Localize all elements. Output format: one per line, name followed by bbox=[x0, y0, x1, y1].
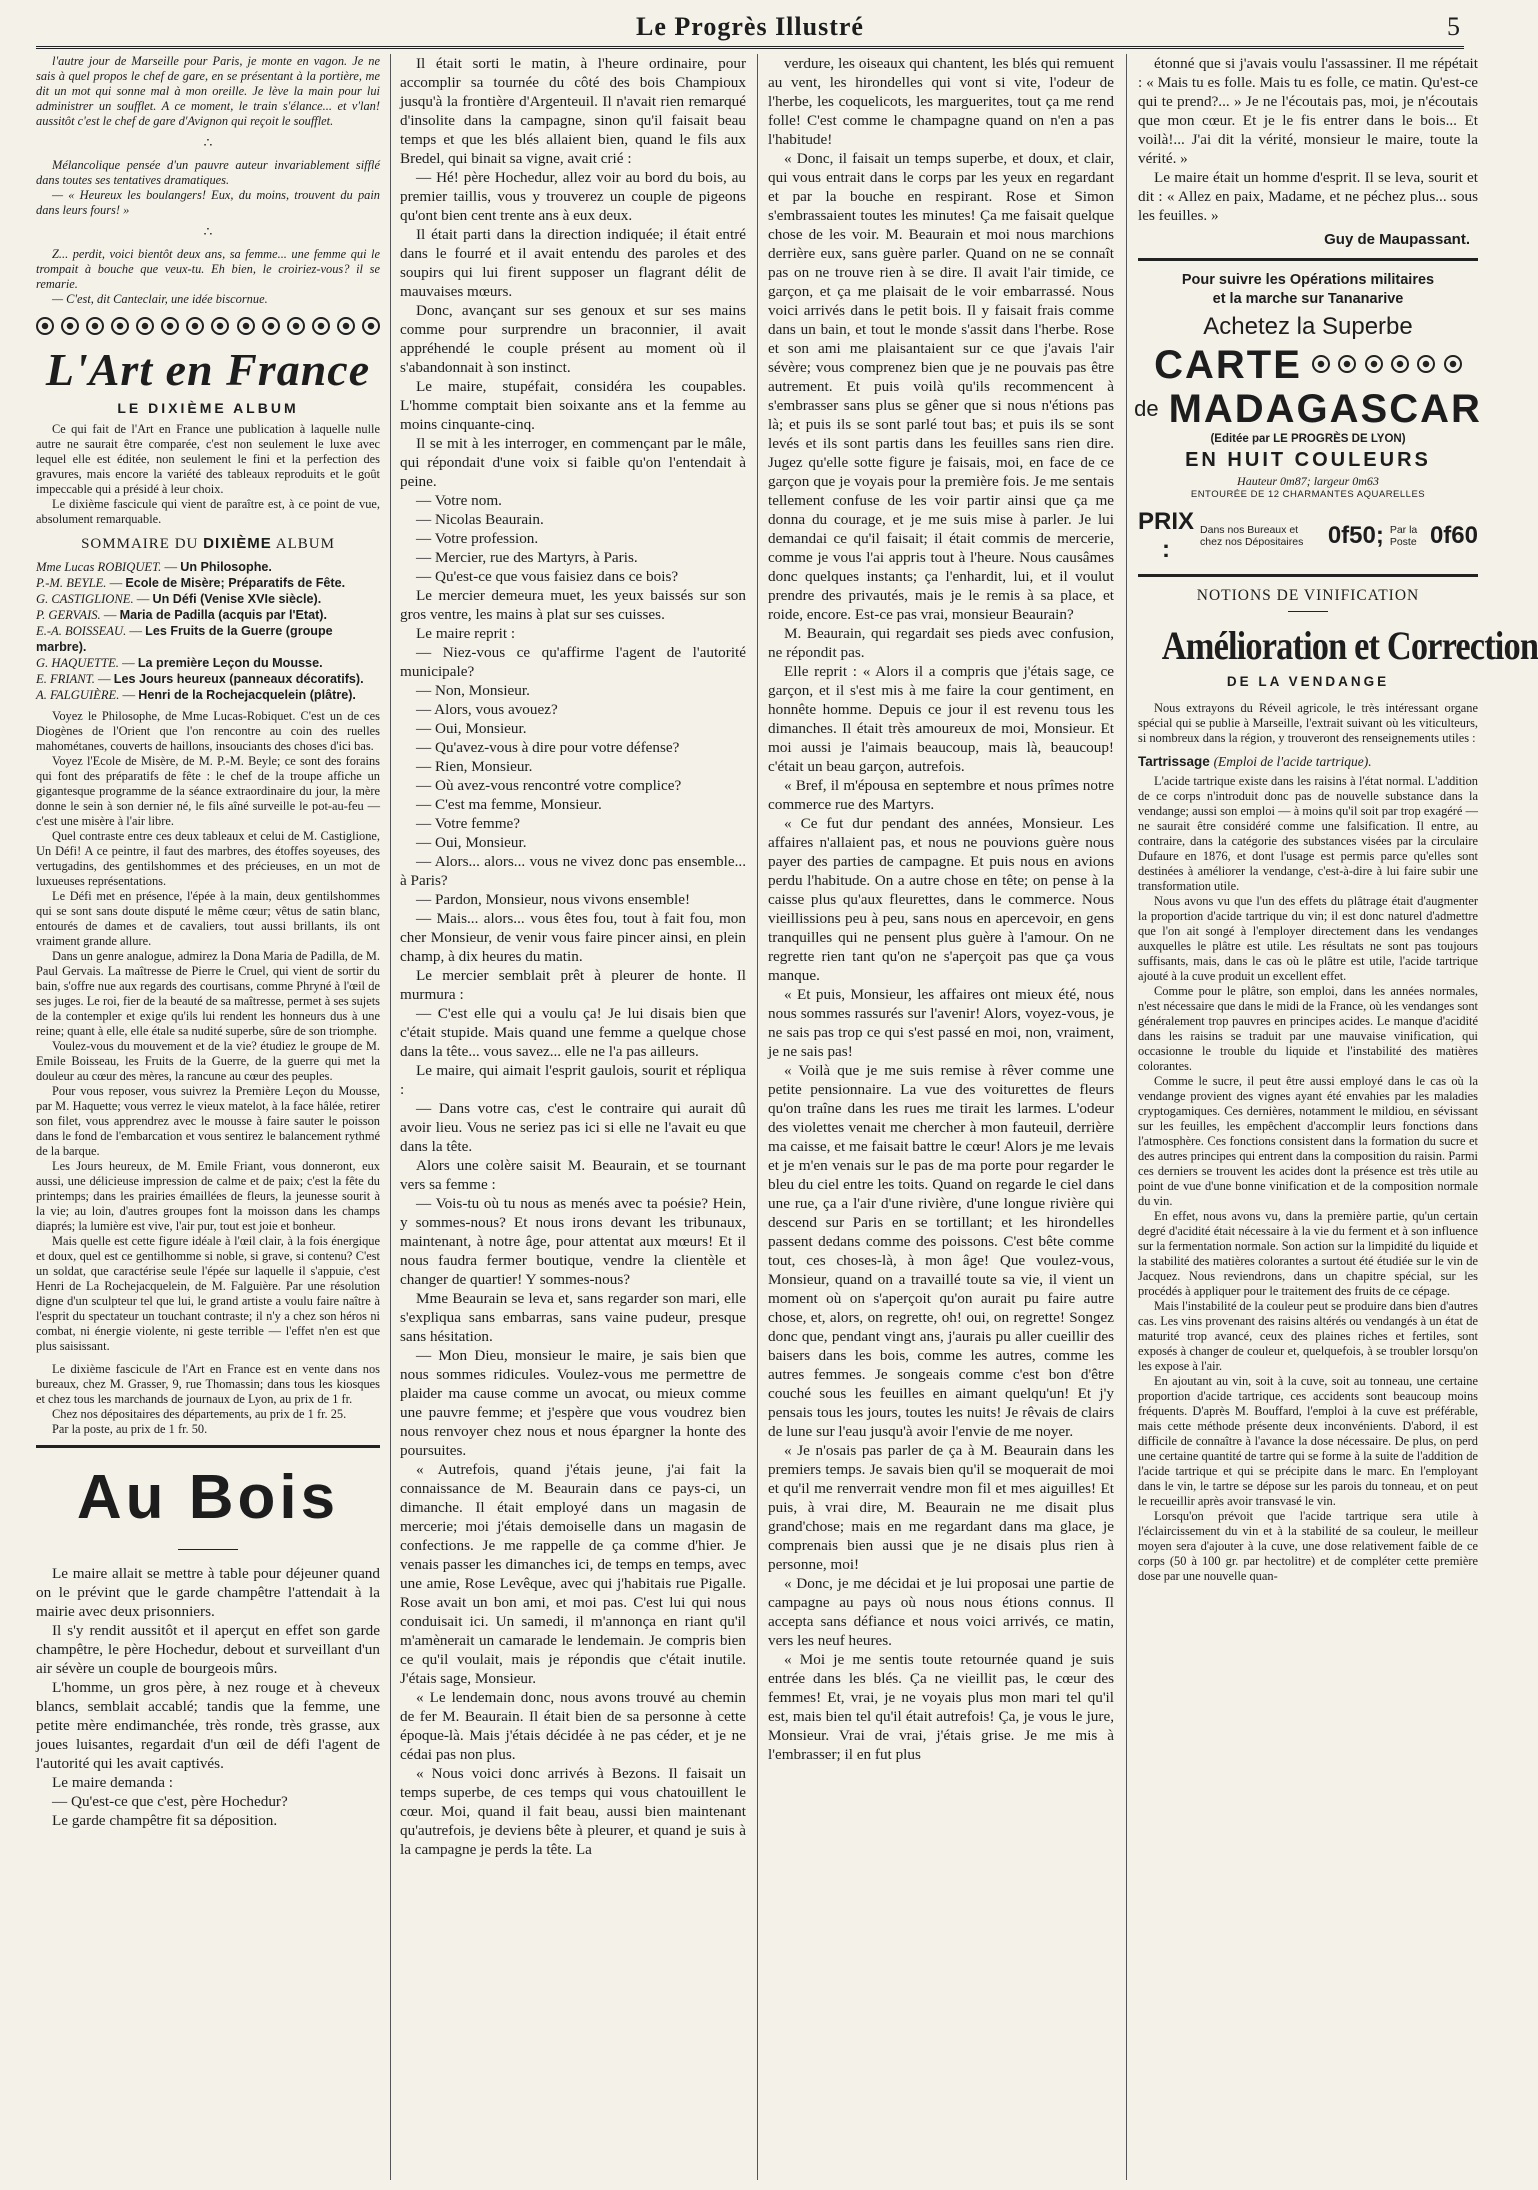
story-paragraph: Alors une colère saisit M. Beaurain, et se tournant vers sa femme : bbox=[400, 1157, 746, 1193]
art-paragraph: Le dixième fascicule qui vient de paraître est, à ce point de vue, absolument remarquable. bbox=[36, 497, 380, 526]
story-paragraph: « Donc, je me décidai et je lui proposai une partie de campagne au pays où nous nous étions connus. Il accepta sans défiance et nous voici arrivés, ce matin, vers les neuf heures. bbox=[768, 1575, 1114, 1649]
page-header bbox=[36, 6, 1464, 49]
story-paragraph: — C'est elle qui a voulu ça! Je lui disais bien que c'était stupide. Mais quand une femme a quelque chose dans la tête... vous savez... elle ne l'a pas ailleurs. bbox=[400, 1005, 746, 1060]
article-title: Amélioration et Correction bbox=[1161, 623, 1538, 668]
story-paragraph: — Niez-vous ce qu'affirme l'agent de l'autorité municipale? bbox=[400, 644, 746, 680]
story-paragraph: Le maire, qui aimait l'esprit gaulois, sourit et répliqua : bbox=[400, 1062, 746, 1098]
story-paragraph: Il était sorti le matin, à l'heure ordinaire, pour accomplir sa tournée du côté des bois Champioux jusqu'à la frontière d'Argenteuil. Il n'avait rien remarqué d'insolite dans la campagne, sinon qu'il faisait beau temps et que les blés allaient bien, quand le fils aux Bredel, qui binait sa vigne, avait crié : bbox=[400, 55, 746, 167]
story-paragraph: « Ce fut dur pendant des années, Monsieur. Les affaires n'allaient pas, et nous ne pouvions guère nous payer des parties de campagne. Et puis nous en avions perdu l'habitude. On a autre chose en tête; on pense à la caisse plus qu'aux fleurettes, dans le commerce. Nous vieillissions peu à peu, sans nous en apercevoir, en gens tranquilles qui ne pensent plus guère à l'amour. On ne regrette rien tant qu'on ne s'aperçoit pas que ça vous manque. bbox=[768, 815, 1114, 984]
column-4 bbox=[1134, 54, 1538, 2180]
story-paragraph: « Autrefois, quand j'étais jeune, j'ai fait la connaissance de M. Beaurain dans ce pays-ci, un dimanche. Il était employé dans un magasin de mercerie; moi j'étais demoiselle dans un magasin de confections. Je me rappelle de ça comme d'hier. Je venais passer les dimanches ici, de temps en temps, avec une amie, Rose Levêque, avec qui j'habitais rue Pigalle. Rose avait un bon ami, et moi pas. C'est lui qui nous conduisait ici. Un samedi, il m'annonça en riant qu'il m'amènerait un camarade le lendemain. Je compris bien ce qu'il voulait, mais je répondis que c'était inutile. J'étais sage, Monsieur. bbox=[400, 1461, 746, 1687]
story-paragraph: En ajoutant au vin, soit à la cuve, soit au tonneau, une certaine proportion d'acide tartrique, ces accidents sont beaucoup moins fréquents. D'après M. Bouffard, l'emploi à la cuve est préférable, mais cette méthode présente deux inconvénients. D'abord, il est difficile de connaître à l'avance la dose nécessaire. De plus, on perd une certaine quantité de tartre qui se forme à la suite de l'addition de l'acide tartrique et qui se précipite dans le marc. En l'employant dans le vin, le tartre se dépose sur les parois du tonneau, et on peut le recueillir après avoir transvasé le vin. bbox=[1138, 1374, 1478, 1508]
story-paragraph: Nous avons vu que l'un des effets du plâtrage était d'augmenter la proportion d'acide tartrique du vin; il est donc naturel d'admettre que l'on ait songé à l'employer directement dans les vendanges auxquelles le plâtre est utile. Les résultats ne sont pas toujours suffisants, mais, dans le cas où le plâtre est utile, l'acide tartrique ajouté à la cuve produit un excellent effet. bbox=[1138, 894, 1478, 983]
story-paragraph: Le maire allait se mettre à table pour déjeuner quand on le prévint que le garde champêtre l'attendait à la mairie avec deux prisonniers. bbox=[36, 1565, 380, 1620]
story-paragraph: Mme Beaurain se leva et, sans regarder son mari, elle s'expliqua sans embarras, sans vaine pudeur, presque sans hésitation. bbox=[400, 1290, 746, 1345]
story-paragraph: — Oui, Monsieur. bbox=[416, 834, 527, 851]
story-paragraph: « Et puis, Monsieur, les affaires ont mieux été, nous nous sommes rassurés sur l'avenir! Alors, voyez-vous, je ne sais pas trop ce qui s'est passé en moi, non, vraiment, je ne sais pas! bbox=[768, 986, 1114, 1060]
story-paragraph: L'acide tartrique existe dans les raisins à l'état normal. L'addition de ce corps n'introduit donc pas de nouvelle substance dans la vendange; aussi son emploi — à moins qu'il soit par trop exagéré — ne saurait être considéré comme une falsification. Il entre, au contraire, dans la catégorie des substances visées par la circulaire Dufaure en 1876, et dont l'usage est permis parce qu'elles sont destinées à améliorer la vendange, c'est-à-dire à lui faire subir une transformation utile. bbox=[1138, 774, 1478, 893]
anecdote-text: l'autre jour de Marseille pour Paris, je monte en vagon. Je ne sais à quel propos le chef de gare, en se présentant à la portière, me dit un mot qui sonne mal à mon oreille. Je lève la main pour lui administrer un soufflet. A ce moment, le train s'élance... et v'lan! aussitôt c'est le chef de gare d'Avignon qui reçoit le soufflet. bbox=[36, 54, 380, 128]
art-en-france-title: L'Art en France bbox=[45, 344, 371, 395]
tartrissage-heading: Tartrissage (Emploi de l'acide tartrique). bbox=[1138, 754, 1372, 769]
anecdote-text: Z... perdit, voici bientôt deux ans, sa femme... une femme qui le trompait à bouche que veux-tu. Eh bien, le croiriez-vous? il se remarie. bbox=[36, 247, 380, 291]
story-paragraph: — Alors, vous avouez? bbox=[416, 701, 558, 718]
story-paragraph: — Dans votre cas, c'est le contraire qui aurait dû avoir lieu. Vous ne seriez pas ici si elle ne l'avait eu que dans la tête. bbox=[400, 1100, 746, 1155]
story-paragraph: Donc, avançant sur ses genoux et sur ses mains comme pour surprendre un braconnier, il avait appréhendé le couple présent au moment où il s'abandonnait à son instinct. bbox=[400, 302, 746, 376]
title-rule bbox=[178, 1549, 238, 1550]
author-signature: Guy de Maupassant. bbox=[1324, 231, 1470, 248]
story-paragraph: — Vois-tu où tu nous as menés avec ta poésie? Hein, y sommes-nous? Et nous irons devant les tribunaux, maintenant, à notre âge, pour attentat aux mœurs! Et il nous faudra fermer boutique, vendre la clientèle et changer de quartier! Y sommes-nous? bbox=[400, 1195, 746, 1288]
story-paragraph: — Oui, Monsieur. bbox=[416, 720, 527, 737]
story-paragraph: Le maire, stupéfait, considéra les coupables. L'homme comptait bien soixante ans et la femme au moins cinquante-cinq. bbox=[400, 378, 746, 433]
art-paragraph: Pour vous reposer, vous suivrez la Première Leçon du Mousse, par M. Haquette; vous verrez le vieux matelot, à la face hâlée, retirer son filet, vous apprendrez avec le mousse à faire sauter le poisson dans le fond de l'embarcation et vous sentirez le balancement rythmé de la barque. bbox=[36, 1084, 380, 1158]
story-paragraph: « Bref, il m'épousa en septembre et nous prîmes notre commerce rue des Martyrs. bbox=[768, 777, 1114, 813]
section-dots: ∴ bbox=[203, 225, 213, 240]
story-continuation bbox=[400, 54, 746, 1859]
ad-dimensions: Hauteur 0m87; largeur 0m63 bbox=[1237, 474, 1379, 488]
summary-item: P. GERVAIS. — Maria de Padilla (acquis par l'Etat). bbox=[36, 608, 327, 622]
story-paragraph: — Non, Monsieur. bbox=[416, 682, 530, 699]
anecdote-text: Mélancolique pensée d'un pauvre auteur invariablement sifflé dans toutes ses tentatives dramatiques. bbox=[36, 158, 380, 187]
ad-line: et la marche sur Tananarive bbox=[1212, 291, 1404, 307]
story-paragraph: Elle reprit : « Alors il a compris que j'étais sage, ce garçon, et il s'est mis à me faire la cour gentiment, en honnête homme. Depuis ce jour il est revenu tous les dimanches. Il était très amoureux de moi, Monsieur. Et moi aussi je l'aimais beaucoup, mais là, beaucoup! c'était un beau garçon, autrefois. bbox=[768, 663, 1114, 775]
ad-couleurs: EN HUIT COULEURS bbox=[1185, 449, 1431, 471]
story-paragraph: Le garde champêtre fit sa déposition. bbox=[52, 1812, 278, 1829]
story-paragraph: — Votre nom. bbox=[416, 492, 502, 509]
ad-price: PRIX : Dans nos Bureaux et chez nos Dépositaires 0f50; Par la Poste 0f60 bbox=[1138, 508, 1478, 563]
story-paragraph: — Pardon, Monsieur, nous vivons ensemble! bbox=[416, 891, 691, 908]
column-3 bbox=[768, 54, 1114, 2180]
story-paragraph: Mais l'instabilité de la couleur peut se produire dans bien d'autres cas. Les vins provenant des raisins altérés ou vendangés à un état de maturité trop avancé, ceux des plaines riches et fertiles, sont exposés à changer de couleur et, quelquefois, à se troubler lorsqu'on les expose à l'air. bbox=[1138, 1299, 1478, 1373]
story-paragraph: — Votre profession. bbox=[416, 530, 539, 547]
story-paragraph: — Nicolas Beaurain. bbox=[416, 511, 544, 528]
story-paragraph: « Je n'osais pas parler de ça à M. Beaurain dans les premiers temps. Je savais bien qu'il se moquerait de moi et qu'il me renverrait vendre mon fil et mes aiguilles! Et puis, à vrai dire, M. Beaurain ne me disait plus grand'chose; mais en me regardant dans ma glace, je comprenais bien aussi que je ne disais plus rien à personne, moi! bbox=[768, 1442, 1114, 1573]
summary-item: A. FALGUIÈRE. — Henri de la Rochejacquelein (plâtre). bbox=[36, 688, 356, 702]
title-rule bbox=[1288, 611, 1328, 612]
column-rule bbox=[757, 54, 758, 2180]
story-paragraph: Il était parti dans la direction indiquée; il était entré dans le fourré et il avait entendu des paroles et des soupirs qui lui firent supposer un flagrant délit de mauvaises mœurs. bbox=[400, 226, 746, 300]
article-body bbox=[1138, 774, 1478, 1584]
story-paragraph: En effet, nous avons vu, dans la première partie, qu'un certain degré d'acidité était nécessaire à la vie du ferment et à son influence sur la fermentation normale. Son action sur la limpidité du liquide et la stabilité des matières colorantes a surtout été étudiée sur le vin de Jacquez. Nous reviendrons, dans un chapitre spécial, sur les procédés à appliquer pour le traitement des fruits de ce cépage. bbox=[1138, 1209, 1478, 1298]
story-paragraph: Il se mit à les interroger, en commençant par le mâle, qui répondait d'une voix si faible qu'on l'entendait à peine. bbox=[400, 435, 746, 490]
summary-heading: SOMMAIRE DU DIXIÈME ALBUM bbox=[81, 535, 335, 552]
ornament-border bbox=[36, 317, 380, 337]
story-paragraph: L'homme, un gros père, à nez rouge et à cheveux blancs, semblait accablé; tandis que la femme, une petite mère endimanchée, très ronde, très grasse, aux joues luisantes, regardait d'un œil de défi l'agent de l'autorité qui les avait captivés. bbox=[36, 1679, 380, 1772]
summary-item: G. CASTIGLIONE. — Un Défi (Venise XVIe siècle). bbox=[36, 592, 322, 606]
ad-achetez: Achetez la Superbe bbox=[1203, 313, 1413, 340]
story-paragraph: Le mercier demeura muet, les yeux baissés sur son gros ventre, les mains à plat sur ses cuisses. bbox=[400, 587, 746, 623]
art-sale-info: Par la poste, au prix de 1 fr. 50. bbox=[52, 1422, 208, 1436]
story-paragraph: verdure, les oiseaux qui chantent, les blés qui remuent au vent, les hirondelles qui vont si vite, l'odeur de l'herbe, les coquelicots, les marguerites, tout ça me rend folle! C'est comme le champagne quand on n'en a pas l'habitude! bbox=[768, 55, 1114, 148]
summary-item: Mme Lucas ROBIQUET. — Un Philosophe. bbox=[36, 560, 272, 574]
summary-item: E.-A. BOISSEAU. — Les Fruits de la Guerre (groupe marbre). bbox=[36, 624, 333, 654]
art-paragraph: Mais quelle est cette figure idéale à l'œil clair, à la fois énergique et doux, quel est ce gentilhomme si noble, si grave, si contenu? C'est un soldat, que caractérise seule l'épée sur laquelle il s'appuie, c'est Henri de La Rochejacquelein, de M. Falguière. Par une résolution digne d'un sculpteur tel que lui, le grand artiste a voulu faire naître à l'esprit du spectateur un touchant contraste; il n'y a chez son héros ni combat, ni énergie violente, ni geste terrible — l'effet n'en est que plus saisissant. bbox=[36, 1234, 380, 1353]
ornament-border bbox=[1312, 355, 1462, 375]
story-paragraph: « Moi je me sentis toute retournée quand je suis entrée dans les blés. Ça ne vieillit pas, le cœur des femmes! Et, vrai, je ne voyais plus mon mari tel qu'il est, mais bien tel qu'il était autrefois! Ça, je vous le jure, Monsieur. Vrai de vrai, j'étais grise. Je me mis à l'embrasser; il en fut plus bbox=[768, 1651, 1114, 1763]
summary-list bbox=[36, 559, 380, 703]
ad-madagascar: MADAGASCAR bbox=[1168, 387, 1482, 431]
page-number: 5 bbox=[1447, 12, 1460, 41]
column-2 bbox=[400, 54, 746, 2180]
story-continuation bbox=[768, 54, 1114, 1764]
column-1 bbox=[36, 54, 380, 2180]
story-paragraph: Le maire était un homme d'esprit. Il se leva, sourit et dit : « Allez en paix, Madame, et ne péchez plus... sous les feuilles. » bbox=[1138, 169, 1478, 224]
story-paragraph: « Voilà que je me suis remise à rêver comme une petite pensionnaire. La vue des voiturettes de fleurs qu'on traîne dans les rues me tirait les larmes. L'odeur des violettes venait me chercher à mon fauteuil, derrière ma caisse, et me faisait battre le cœur! Alors je me levais et je m'en venais sur le pas de ma porte pour regarder le bleu du ciel entre les toits. Quand on regarde le ciel dans une rue, ça a l'air d'une rivière, d'une longue rivière qui descend sur Paris en se tortillant; et les hirondelles passent dedans comme des poissons. C'est bête comme tout, ces choses-là, à mon âge! Que voulez-vous, Monsieur, quand on a travaillé toute sa vie, il vient un moment où on s'aperçoit qu'on aurait pu faire autre chose, et, alors, on regrette, oh! oui, on regrette! Songez donc que, pendant vingt ans, j'aurais pu aller cueillir des baisers dans les bois, comme les autres, comme les autres femmes. Je songeais comme c'est bon d'être couché sous les feuilles en aimant quelqu'un! Et j'y pensais tous les jours, toutes les nuits! Je rêvais de clairs de lune sur l'eau jusqu'à avoir l'envie de me noyer. bbox=[768, 1062, 1114, 1440]
newspaper-title: Le Progrès Illustré bbox=[636, 12, 864, 41]
story-paragraph: — Où avez-vous rencontré votre complice? bbox=[416, 777, 682, 794]
ad-de: de bbox=[1134, 396, 1159, 421]
art-sale-info: Le dixième fascicule de l'Art en France est en vente dans nos bureaux, chez M. Grasser, 9, rue Thomassin; dans tous les kiosques et chez tous les marchands de journaux de Lyon, au prix de 1 fr. bbox=[36, 1362, 380, 1406]
art-paragraph: Quel contraste entre ces deux tableaux et celui de M. Castiglione, Un Défi! A ce peintre, il faut des marbres, des étoffes soyeuses, des vertugadins, des gentilshommes et des précieuses, en un mot de luxueuses représentations. bbox=[36, 829, 380, 888]
section-dots: ∴ bbox=[203, 136, 213, 151]
story-paragraph: — Votre femme? bbox=[416, 815, 521, 832]
au-bois-frame bbox=[36, 1445, 380, 1550]
story-paragraph: — Rien, Monsieur. bbox=[416, 758, 533, 775]
story-paragraph: Comme pour le plâtre, son emploi, dans les années normales, n'est nécessaire que dans le midi de la France, où les vendanges sont généralement trop pauvres en principes acides. Le manque d'acidité dans les raisins se traduit par une mauvaise vinification, qui occasionne le trouble du liquide et l'instabilité des matières colorantes. bbox=[1138, 984, 1478, 1073]
column-rule bbox=[1126, 54, 1127, 2180]
story-paragraph: Lorsqu'on prévoit que l'acide tartrique sera utile à l'éclaircissement du vin et à la stabilité de sa couleur, le meilleur moyen sera d'ajouter à la cuve, une dose relativement faible de ce corps (50 à 100 gr. par hectolitre) et de compléter cette première dose par une nouvelle quan- bbox=[1138, 1509, 1478, 1583]
art-paragraph: Les Jours heureux, de M. Emile Friant, vous donneront, eux aussi, une délicieuse impression de calme et de paix; c'est la fête du printemps; dans les prairies émaillées de fleurs, la jeunesse sourit à la vie; au loin, d'autres groupes font la moisson dans les champs diaprés; la lumière est vive, l'air pur, tout est joie et bonheur. bbox=[36, 1159, 380, 1233]
art-paragraph: Voyez l'Ecole de Misère, de M. P.-M. Beyle; ce sont des forains qui font des préparatifs de fête : le chef de la troupe affiche un gigantesque programme de la séance extraordinaire du jour, la mère donne le sein à son dernier né, le fils aîné surveille le pot-au-feu — c'est une misère à l'air libre. bbox=[36, 754, 380, 828]
story-paragraph: — Qu'est-ce que vous faisiez dans ce bois? bbox=[416, 568, 679, 585]
summary-item: G. HAQUETTE. — La première Leçon du Mousse. bbox=[36, 656, 323, 670]
story-paragraph: — Mais... alors... vous êtes fou, tout à fait fou, mon cher Monsieur, de venir vous faire pincer ainsi, en plein champ, à dix heures du matin. bbox=[400, 910, 746, 965]
story-paragraph: Le maire demanda : bbox=[52, 1774, 174, 1791]
story-paragraph: Comme le sucre, il peut être aussi employé dans le cas où la vendange provient des vignes ayant été envahies par les maladies cryptogamiques. Ces dernières, notamment le mildiou, en sévissant sur les feuilles, les empêchent d'accomplir leurs fonctions dans l'atmosphère. Ces fonctions consistent dans la formation du sucre et des autres principes qui entrent dans la composition du raisin. Parmi ces derniers se trouvent les acides dont la présence est très utile au point de vue d'une bonne vinification et de la composition normale du vin. bbox=[1138, 1074, 1478, 1208]
ad-entoure: ENTOURÉE DE 12 CHARMANTES AQUARELLES bbox=[1190, 489, 1426, 500]
summary-item: P.-M. BEYLE. — Ecole de Misère; Préparatifs de Fête. bbox=[36, 576, 346, 590]
section-kicker: NOTIONS DE VINIFICATION bbox=[1196, 587, 1420, 604]
summary-item: E. FRIANT. — Les Jours heureux (panneaux décoratifs). bbox=[36, 672, 364, 686]
anecdote-text: — C'est, dit Canteclair, une idée biscornue. bbox=[52, 292, 268, 306]
article-subtitle: DE LA VENDANGE bbox=[1226, 674, 1390, 689]
story-paragraph: « Nous voici donc arrivés à Bezons. Il faisait un temps superbe, de ces temps qui vous chatouillent le cœur. Moi, quand il fait beau, aussi bien maintenant qu'autrefois, je deviens bête à pleurer, et quand je suis à la campagne je perds la tête. La bbox=[400, 1765, 746, 1858]
art-paragraph: Voulez-vous du mouvement et de la vie? étudiez le groupe de M. Emile Boisseau, les Fruits de la Guerre, de la guerre qui met la douleur au cœur des mères, la rancune au cœur des peuples. bbox=[36, 1039, 380, 1083]
separator-rule bbox=[1138, 574, 1478, 577]
art-kicker: LE DIXIÈME ALBUM bbox=[117, 400, 299, 416]
article-intro: Nous extrayons du Réveil agricole, le très intéressant organe spécial qui se publie à Marseille, l'extrait suivant où les viticulteurs, si nombreux dans la région, y trouveront des renseignements utiles : bbox=[1138, 701, 1478, 745]
ad-carte: CARTE bbox=[1154, 343, 1302, 387]
separator-rule bbox=[1138, 258, 1478, 261]
story-paragraph: — Mon Dieu, monsieur le maire, je sais bien que nous sommes ridicules. Voulez-vous me permettre de plaider ma cause comme un avocat, ou mieux comme une pauvre femme; et j'espère que vous voudrez bien nous renvoyer chez nous et nous épargner la honte des poursuites. bbox=[400, 1347, 746, 1459]
story-paragraph: — Qu'avez-vous à dire pour votre défense? bbox=[416, 739, 680, 756]
art-paragraph: Ce qui fait de l'Art en France une publication à laquelle nulle autre ne saurait être comparée, c'est non seulement le luxe avec lequel elle est éditée, non seulement le fini et la perfection des gravures, mais encore la variété des tableaux reproduits et le goût impeccable qui a présidé à leur choix. bbox=[36, 422, 380, 496]
story-paragraph: étonné que si j'avais voulu l'assassiner. Il me répétait : « Mais tu es folle. Mais tu es folle, ce matin. Qu'est-ce qui te prend?... » Je ne l'écoutais pas, moi, je n'écoutais que mon cœur. Et je le fis entrer dans le bois... Et voilà!... J'ai dit la vérité, monsieur le maire, toute la vérité. » bbox=[1138, 55, 1478, 167]
story-paragraph: Il s'y rendit aussitôt et il aperçut en effet son garde champêtre, le père Hochedur, debout et surveillant d'un air sévère un couple de bourgeois mûrs. bbox=[36, 1622, 380, 1677]
story-paragraph: Le maire reprit : bbox=[416, 625, 516, 642]
story-paragraph: « Donc, il faisait un temps superbe, et doux, et clair, qui vous entrait dans le corps par les yeux en regardant et par la bouche en respirant. Rose et Simon s'embrassaient toutes les minutes! Ça me faisait quelque chose de les voir. M. Beaurain et moi nous marchions derrière eux, sans guère parler. Quand on ne se connaît pas on ne trouve rien à se dire. Il avait l'air timide, ce garçon, et ça me plaisait de le voir embarrassé. Nous voici arrivés dans le petit bois. Il y faisait frais comme dans un bain, et tout le monde s'assit dans l'herbe. Rose et son ami me plaisantaient sur ce que j'avais l'air sévère; vous comprenez bien que je ne pouvais pas être autrement. Et puis voilà qu'ils recommencent à s'embrasser sans plus se gêner que si nous n'étions pas là; et puis ils se sont parlé tout bas; et puis ils se sont levés et ils sont partis dans les feuilles sans rien dire. Jugez qu'elle sotte figure je faisais, moi, en face de ce garçon que je voyais pour la première fois. Je me sentais tellement confuse de les voir partir ainsi que ça me donna du courage, et je me suis mise à parler. Je lui demandai ce qu'il faisait; il était commis de mercerie, comme je vous l'ai appris tout à l'heure. Nous causâmes donc quelques instants; ça l'enhardit, lui, et il voulut prendre des privautés, mais je le remis à sa place, et roide, encore. Est-ce pas vrai, monsieur Beaurain? bbox=[768, 150, 1114, 623]
story-paragraph: Le mercier semblait prêt à pleurer de honte. Il murmura : bbox=[400, 967, 746, 1003]
ad-editee: (Editée par LE PROGRÈS DE LYON) bbox=[1210, 433, 1406, 445]
ad-line: Pour suivre les Opérations militaires bbox=[1181, 272, 1435, 288]
story-paragraph: — C'est ma femme, Monsieur. bbox=[416, 796, 602, 813]
anecdote-text: — « Heureux les boulangers! Eux, du moins, trouvent du pain dans leurs fours! » bbox=[36, 188, 380, 217]
story-paragraph: — Qu'est-ce que c'est, père Hochedur? bbox=[52, 1793, 288, 1810]
story-paragraph: — Alors... alors... vous ne vivez donc pas ensemble... à Paris? bbox=[400, 853, 746, 889]
au-bois-title: Au Bois bbox=[76, 1463, 340, 1532]
story-paragraph: « Le lendemain donc, nous avons trouvé au chemin de fer M. Beaurain. Il était bien de sa personne à cette époque-là. Mais j'étais décidée à ne pas céder, et je ne cédai pas non plus. bbox=[400, 1689, 746, 1763]
art-sale-info: Chez nos dépositaires des départements, au prix de 1 fr. 25. bbox=[52, 1407, 347, 1421]
story-paragraph: — Hé! père Hochedur, allez voir au bord du bois, au premier taillis, vous y trouverez un couple de pigeons qu'ont bien cent trente ans à eux deux. bbox=[400, 169, 746, 224]
story-paragraph: M. Beaurain, qui regardait ses pieds avec confusion, ne répondit pas. bbox=[768, 625, 1114, 661]
art-paragraph: Dans un genre analogue, admirez la Dona Maria de Padilla, de M. Paul Gervais. La maîtresse de Pierre le Cruel, qui vient de sortir du bain, s'offre nue aux regards des courtisans, comme Phryné à l'œil de ses juges. Le roi, fier de la beauté de sa maîtresse, permet à ses sujets de la contempler et exige qu'ils lui rendent les honneurs dus à une reine; quant à elle, elle étale sa nudité superbe, sûre de son triomphe. bbox=[36, 949, 380, 1038]
madagascar-map-ad bbox=[1134, 271, 1482, 564]
art-paragraph: Voyez le Philosophe, de Mme Lucas-Robiquet. C'est un de ces Diogènes de l'Orient que l'on rencontre au coin des ruelles mahométanes, couverts de haillons, insouciants des choses d'ici bas. bbox=[36, 709, 380, 753]
story-paragraph: — Mercier, rue des Martyrs, à Paris. bbox=[416, 549, 638, 566]
column-rule bbox=[390, 54, 391, 2180]
art-paragraph: Le Défi met en présence, l'épée à la main, deux gentilshommes qui se sont sans doute disputé le même cœur; vêtus de satin blanc, entourés de dames et de cavaliers, tout aussi brillants, ils ont vraiment grande allure. bbox=[36, 889, 380, 948]
